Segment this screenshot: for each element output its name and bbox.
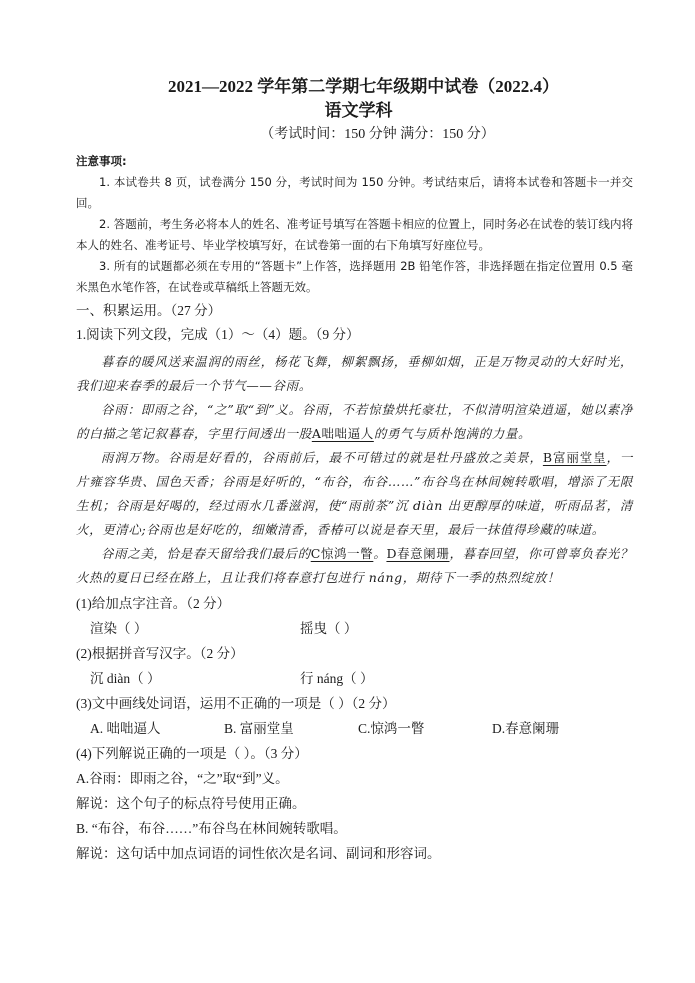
exam-info: （考试时间：150 分钟 满分：150 分） (260, 127, 495, 142)
fill-row-1 (76, 618, 633, 640)
passage-text: ，一片雍容华贵、国色天香；谷雨是好听的，“布谷，布谷……”布谷鸟在林间婉转歌唱，增添了无限生机；谷雨是好喝的，经过雨水几番滋润，使“雨前茶”沉 diàn 出更醇厚的味道，听雨品茗，清火，更清心;谷雨也是好吃的，细嫩清香，香椿可以说是春天里，最后一抹值得珍藏的味道。 (76, 450, 634, 537)
sub-question-4: (4)下列解说正确的一项是（ ）。（3 分） (76, 746, 308, 761)
fill-blank-dian[interactable]: 沉 diàn（ ） (90, 671, 161, 686)
notice-item-2: 2. 答题前，考生务必将本人的姓名、准考证号填写在答题卡相应的位置上，同时务必在试卷的装订线内将本人的姓名、准考证号、毕业学校填写好，在试卷第一面的右下角填写好座位号。 (76, 217, 633, 252)
option-a[interactable]: A. 咄咄逼人 (90, 721, 161, 736)
choice-a-explanation: 解说：这个句子的标点符号使用正确。 (76, 796, 306, 811)
passage-text: ，暮春回望，你可曾辜负春光？火热的夏日已经在路上，且让我们将春意打包进行 náng，期待下一季的热烈绽放！ (76, 546, 633, 585)
passage-text: 雨润万物。谷雨是好看的，谷雨前后，最不可错过的就是牡丹盛放之美景， (101, 450, 543, 465)
sub-question-1: (1)给加点字注音。（2 分） (76, 596, 231, 611)
passage-text: 。 (373, 546, 387, 561)
notice-item-1: 1. 本试卷共 8 页，试卷满分 150 分，考试时间为 150 分钟。考试结束后，请将本试卷和答题卡一并交回。 (76, 175, 633, 210)
exam-subject: 语文学科 (324, 101, 393, 120)
choice-a-text: A.谷雨：即雨之谷，“之”取“到”义。 (76, 771, 289, 786)
sub-question-2: (2)根据拼音写汉字。（2 分） (76, 646, 244, 661)
exam-title: 2021—2022 学年第二学期七年级期中试卷（2022.4） (168, 77, 559, 96)
fill-blank-nang[interactable]: 行 náng（ ） (300, 671, 374, 686)
notice-title: 注意事项: (76, 154, 127, 168)
sub-question-3: (3)文中画线处词语，运用不正确的一项是（ ）（2 分） (76, 696, 396, 711)
passage-paragraph-3 (76, 446, 633, 542)
passage-text: 谷雨之美，恰是春天留给我们最后的 (101, 546, 311, 561)
passage-paragraph-1: 暮春的暖风送来温润的雨丝，杨花飞舞，柳絮飘扬，垂柳如烟，正是万物灵动的大好时光，我们迎来春季的最后一个节气——谷雨。 (76, 354, 633, 393)
option-d[interactable]: D.春意阑珊 (492, 721, 560, 736)
underlined-phrase-c: C惊鸿一瞥 (310, 546, 374, 561)
notice-item-3: 3. 所有的试题都必须在专用的“答题卡”上作答，选择题用 2B 铅笔作答，非选择题在指定位置用 0.5 毫米黑色水笔作答，在试卷或草稿纸上答题无效。 (76, 259, 633, 294)
passage-paragraph-4 (76, 542, 633, 590)
fill-blank-xuanran[interactable]: 渲染（ ） (90, 621, 148, 636)
option-c[interactable]: C.惊鸿一瞥 (358, 721, 425, 736)
passage-text: 的勇气与质朴饱满的力量。 (373, 426, 532, 441)
choice-b-text: B. “布谷，布谷……”布谷鸟在林间婉转歌唱。 (76, 821, 347, 836)
underlined-phrase-d: D春意阑珊 (386, 546, 450, 561)
fill-row-2 (76, 668, 633, 690)
passage-paragraph-2 (76, 398, 633, 446)
options-row (76, 718, 633, 740)
passage-text: 谷雨：即雨之谷，“之”取“到”义。谷雨，不若惊蛰烘托豪壮，不似清明渲染逍遥，她以素净的白描之笔记叙暮春，字里行间透出一股 (76, 402, 633, 441)
underlined-phrase-b: B富丽堂皇 (542, 450, 607, 465)
option-b[interactable]: B. 富丽堂皇 (224, 721, 294, 736)
section-title: 一、积累运用。（27 分） (76, 303, 222, 318)
fill-blank-yaoye[interactable]: 摇曳（ ） (300, 621, 358, 636)
choice-b-explanation: 解说：这句话中加点词语的词性依次是名词、副词和形容词。 (76, 846, 441, 861)
underlined-phrase-a: A咄咄逼人 (311, 426, 374, 441)
question-stem: 1.阅读下列文段，完成（1）～（4）题。（9 分） (76, 327, 360, 342)
